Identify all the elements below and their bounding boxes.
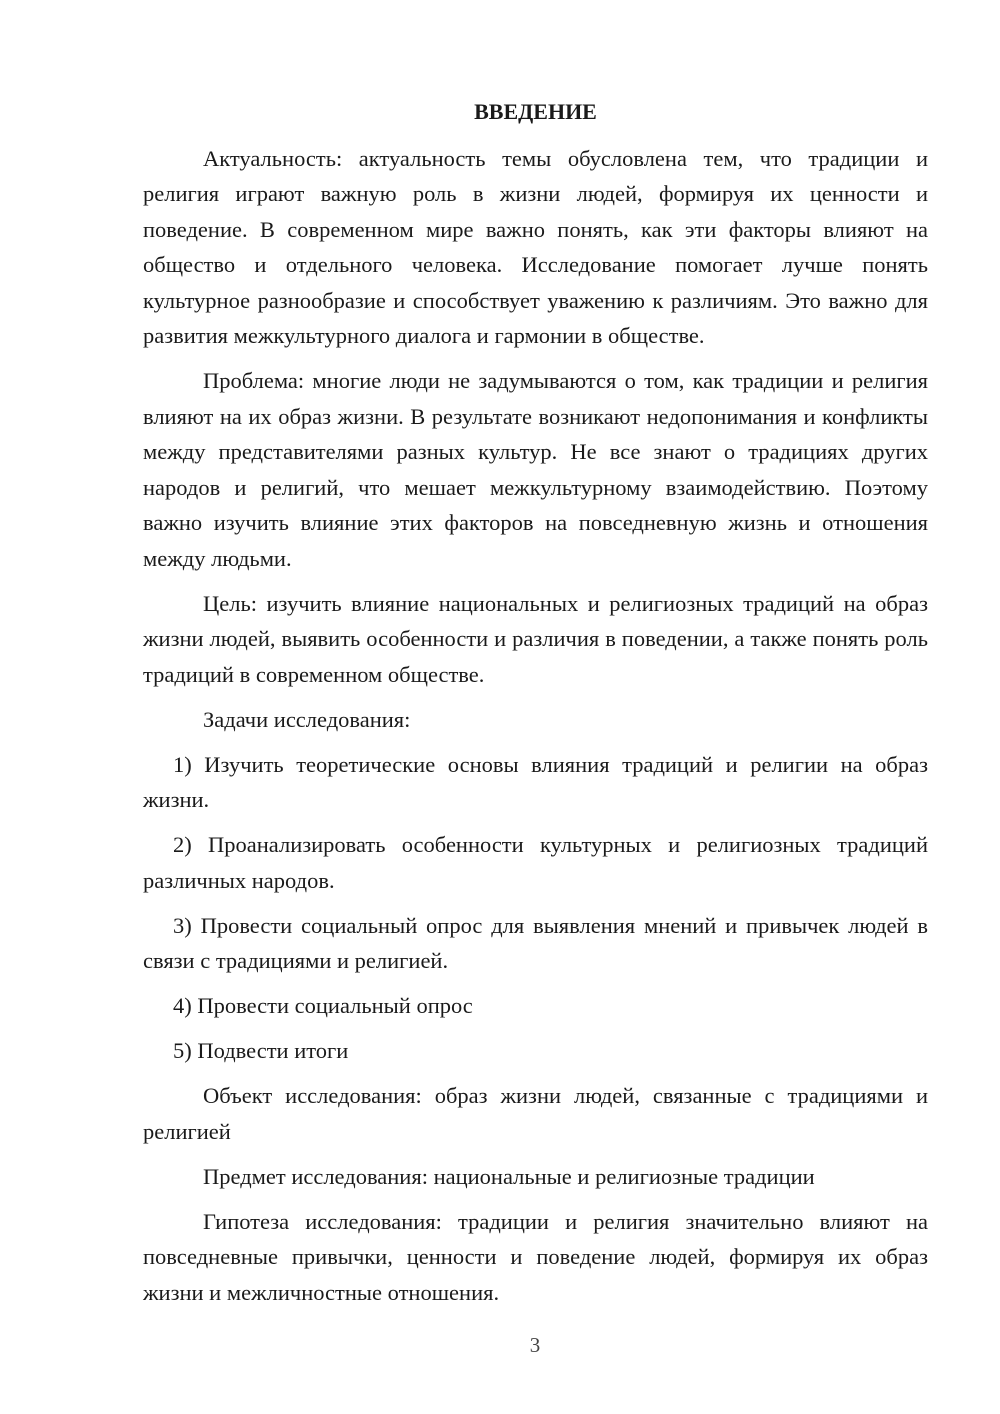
task-item-1: 1) Изучить теоретические основы влияния традиций и религии на образ жизни. xyxy=(143,751,928,812)
task-item-5: 5) Подвести итоги xyxy=(173,1038,349,1063)
section-heading: ВВЕДЕНИЕ xyxy=(474,99,597,124)
document-body xyxy=(143,94,928,1320)
problem-paragraph: Проблема: многие люди не задумываются о том, как традиции и религия влияют на их образ жизни. В результате возникают недопонимания и конфликты между представителями разных культур. Не все знают о традициях других народов и религий, что мешает межкультурному взаимодействию. Поэтому важно изучить влияние этих факторов на повседневную жизнь и отношения между людьми. xyxy=(143,368,928,571)
goal-paragraph: Цель: изучить влияние национальных и религиозных традиций на образ жизни людей, выявить особенности и различия в поведении, а также понять роль традиций в современном обществе. xyxy=(143,590,928,687)
task-item-4: 4) Провести социальный опрос xyxy=(173,993,473,1018)
object-paragraph: Объект исследования: образ жизни людей, связанные с традициями и религией xyxy=(143,1083,928,1144)
task-item-2: 2) Проанализировать особенности культурных и религиозных традиций различных народов. xyxy=(143,832,928,893)
hypothesis-paragraph: Гипотеза исследования: традиции и религия значительно влияют на повседневные привычки, ценности и поведение людей, формируя их образ жизни и межличностные отношения. xyxy=(143,1208,928,1305)
relevance-paragraph: Актуальность: актуальность темы обусловлена тем, что традиции и религия играют важную роль в жизни людей, формируя их ценности и поведение. В современном мире важно понять, как эти факторы влияют на общество и отдельного человека. Исследование помогает лучше понять культурное разнообразие и способствует уважению к различиям. Это важно для развития межкультурного диалога и гармонии в обществе. xyxy=(143,145,928,348)
task-item-3: 3) Провести социальный опрос для выявления мнений и привычек людей в связи с традициями и религией. xyxy=(143,912,928,973)
tasks-title: Задачи исследования: xyxy=(203,706,411,732)
subject-paragraph: Предмет исследования: национальные и религиозные традиции xyxy=(203,1163,815,1189)
page-number: 3 xyxy=(529,1333,541,1357)
